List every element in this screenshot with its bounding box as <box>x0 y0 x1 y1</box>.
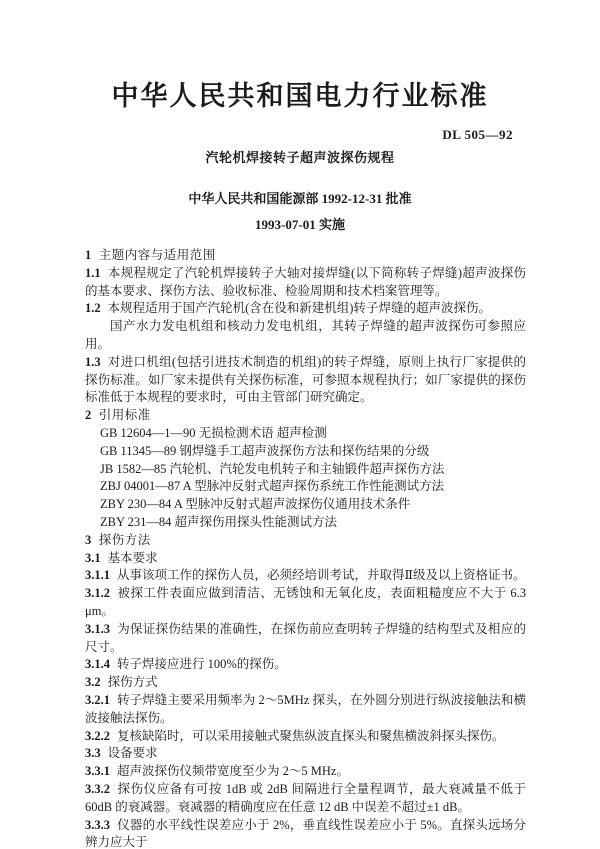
implementation-line: 1993-07-01 实施 <box>255 217 345 232</box>
clause-number: 3.3.2 <box>85 781 110 796</box>
clause-number: 3.2.2 <box>85 728 110 743</box>
clause-1-1: 1.1 本规程规定了汽轮机焊接转子大轴对接焊缝(以下简称转子焊缝)超声波探伤的基本要求、探伤方法、验收标准、检验周期和技术档案管理等。 <box>85 265 526 298</box>
clause-number: 3.2 <box>85 675 101 690</box>
clause-2: 2 引用标准 <box>85 408 151 423</box>
clause-3-1-2: 3.1.2 被探工件表面应做到清洁、无锈蚀和无氧化皮，表面粗糙度应不大于 6.3 μm。 <box>85 586 526 618</box>
paragraph: GB 11345—89 钢焊缝手工超声波探伤方法和探伤结果的分级 <box>100 443 430 458</box>
clause-3: 3 探伤方法 <box>85 532 151 547</box>
clause-number: 3.2.1 <box>85 692 110 707</box>
clause-number: 1 <box>85 248 92 262</box>
clause-number: 3.1 <box>85 550 101 565</box>
clause-3-3: 3.3 设备要求 <box>85 746 158 761</box>
clause-number: 1.1 <box>85 265 101 280</box>
clause-3-1: 3.1 基本要求 <box>85 550 158 565</box>
clause-3-2-1: 3.2.1 转子焊缝主要采用频率为 2～5MHz 探头，在外圆分别进行纵波接触法和横波接触法探伤。 <box>85 692 526 725</box>
clause-3-1-1: 3.1.1 从事该项工作的探伤人员，必须经培训考试，并取得Ⅱ级及以上资格证书。 <box>85 568 526 583</box>
clause-3-3-1: 3.3.1 超声波探伤仪频带宽度至少为 2～5 MHz。 <box>85 764 349 779</box>
clause-3-3-3: 3.3.3 仪器的水平线性误差应小于 2%，垂直线性误差应小于 5%。直探头远场分辨力应大于 <box>85 817 526 849</box>
page-title: 中华人民共和国电力行业标准 <box>111 81 489 111</box>
clause-3-2-2: 3.2.2 复核缺陷时，可以采用接触式聚焦纵波直探头和聚焦横波斜探头探伤。 <box>85 728 505 743</box>
clause-1-2: 1.2 本规程适用于国产汽轮机(含在役和新建机组)转子焊缝的超声波探伤。 <box>85 301 491 316</box>
standard-number: DL 505—92 <box>442 127 513 142</box>
paragraph: JB 1582—85 汽轮机、汽轮发电机转子和主轴锻件超声探伤方法 <box>100 461 445 476</box>
clause-number: 1.2 <box>85 301 101 316</box>
clause-number: 2 <box>85 408 92 423</box>
paragraph: ZBY 231—84 超声探伤用探头性能测试方法 <box>100 514 338 529</box>
clause-number: 3 <box>85 532 92 547</box>
paragraph: GB 12604—1—90 无损检测术语 超声检测 <box>100 425 327 440</box>
paragraph: 国产水力发电机组和核动力发电机组，其转子焊缝的超声波探伤可参照应用。 <box>85 319 526 351</box>
clause-number: 3.1.4 <box>85 657 110 672</box>
clause-number: 3.1.1 <box>85 568 110 583</box>
clause-number: 3.3 <box>85 746 101 761</box>
clause-number: 3.3.1 <box>85 764 110 779</box>
clause-3-1-3: 3.1.3 为保证探伤结果的准确性，在探伤前应查明转子焊缝的结构型式及相应的尺寸。 <box>85 621 526 654</box>
clause-number: 3.1.2 <box>85 586 110 601</box>
clause-3-3-2: 3.3.2 探伤仪应备有可按 1dB 或 2dB 间隔进行全量程调节，最大衰减量不低于 60dB 的衰减器。衰减器的精确度应在任意 12 dB 中误差不超过±1 dB。 <box>85 781 526 814</box>
clause-number: 3.3.3 <box>85 817 110 832</box>
clause-3-2: 3.2 探伤方式 <box>85 675 158 690</box>
approval-line: 中华人民共和国能源部 1992-12-31 批准 <box>188 191 412 206</box>
clause-1: 1 主题内容与适用范围 <box>85 248 216 262</box>
document-subtitle: 汽轮机焊接转子超声波探伤规程 <box>205 150 395 165</box>
document-body <box>85 247 526 849</box>
clause-1-3: 1.3 对进口机组(包括引进技术制造的机组)的转子焊缝，原则上执行厂家提供的探伤标准。如厂家未提供有关探伤标准，可参照本规程执行；如厂家提供的探伤标准低于本规程的要求时，可由主管部门研究确定。 <box>85 354 526 405</box>
clause-number: 3.1.3 <box>85 621 110 636</box>
clause-number: 1.3 <box>85 354 101 369</box>
clause-3-1-4: 3.1.4 转子焊接应进行 100%的探伤。 <box>85 657 287 672</box>
paragraph: ZBJ 04001—87 A 型脉冲反射式超声探伤系统工作性能测试方法 <box>100 479 445 494</box>
paragraph: ZBY 230—84 A 型脉冲反射式超声波探伤仪通用技术条件 <box>100 497 411 512</box>
